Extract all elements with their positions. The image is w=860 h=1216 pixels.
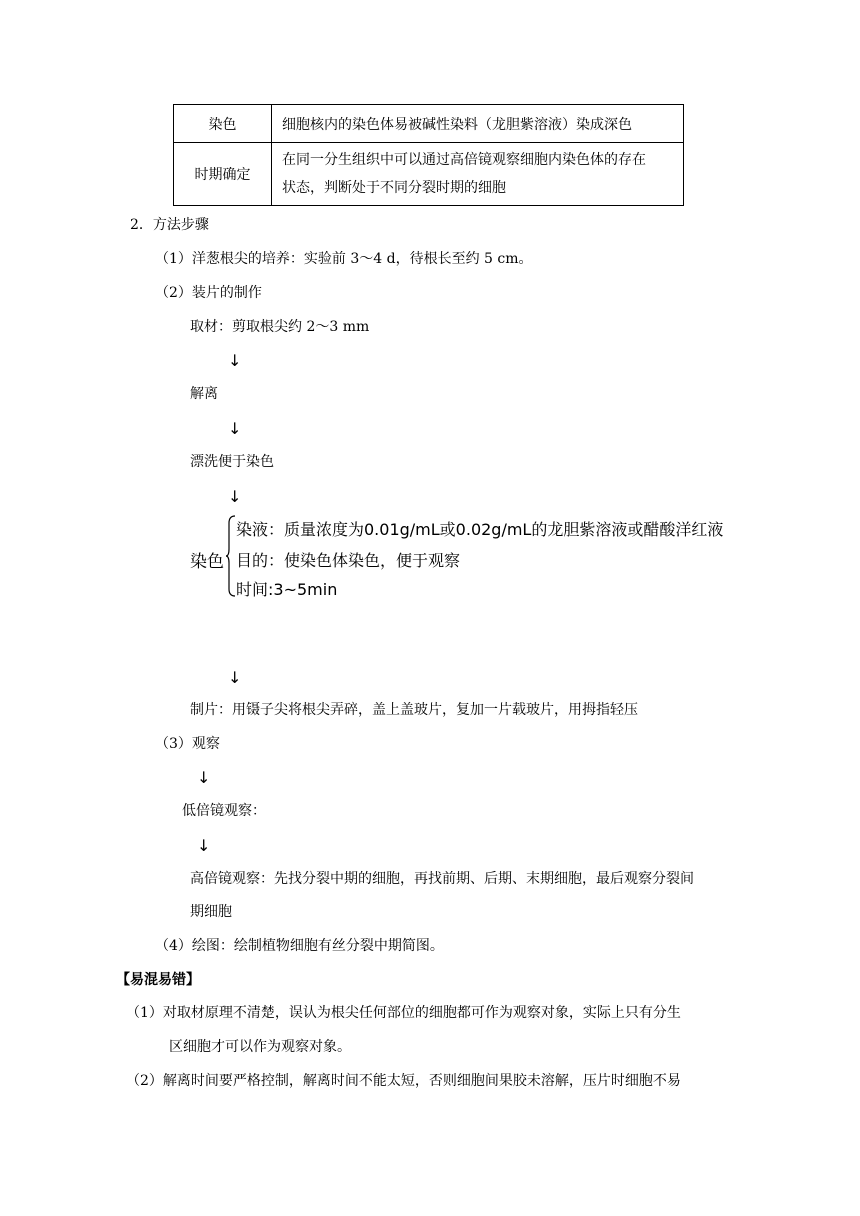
table-row <box>174 143 684 206</box>
down-arrow-icon: ↓ <box>197 768 211 787</box>
down-arrow-icon: ↓ <box>228 487 242 506</box>
step-zhipian: 制片：用镊子尖将根尖弄碎，盖上盖玻片，复加一片载玻片，用拇指轻压 <box>190 702 638 718</box>
step-dibei: 低倍镜观察： <box>182 803 266 819</box>
table-cell-label: 时期确定 <box>174 143 272 206</box>
step-1: （1）洋葱根尖的培养：实验前 3～4 d，待根长至约 5 cm。 <box>155 251 533 267</box>
staining-block <box>190 513 750 599</box>
table-cell-line: 状态，判断处于不同分裂时期的细胞 <box>282 180 506 196</box>
staining-item: 时间:3~5min <box>236 580 338 599</box>
step-2: （2）装片的制作 <box>155 285 262 301</box>
confusion-item-1-line2: 区细胞才可以作为观察对象。 <box>169 1039 351 1055</box>
down-arrow-icon: ↓ <box>228 419 242 438</box>
section-heading: 2．方法步骤 <box>130 217 209 233</box>
step-3: （3）观察 <box>155 736 220 752</box>
step-piaoxi: 漂洗便于染色 <box>190 454 274 470</box>
left-brace-icon <box>226 515 236 597</box>
table-cell-content: 细胞核内的染色体易被碱性染料（龙胆紫溶液）染成深色 <box>272 105 684 143</box>
table-cell-content <box>272 143 684 206</box>
down-arrow-icon: ↓ <box>228 351 242 370</box>
staining-label: 染色 <box>190 552 224 572</box>
step-gaobei-line2: 期细胞 <box>190 904 232 920</box>
step-4: （4）绘图：绘制植物细胞有丝分裂中期简图。 <box>155 938 444 954</box>
step-quzai: 取材：剪取根尖约 2～3 mm <box>190 319 370 335</box>
down-arrow-icon: ↓ <box>228 668 242 687</box>
principle-table <box>173 104 684 206</box>
confusion-item-1-line1: （1）对取材原理不清楚，误认为根尖任何部位的细胞都可作为观察对象，实际上只有分生 <box>126 1005 681 1021</box>
staining-item: 目的：使染色体染色，便于观察 <box>236 551 461 570</box>
table-cell-label: 染色 <box>174 105 272 143</box>
down-arrow-icon: ↓ <box>197 836 211 855</box>
staining-item: 染液：质量浓度为0.01g/mL或0.02g/mL的龙胆紫溶液或醋酸洋红液 <box>236 520 724 539</box>
table-row <box>174 105 684 143</box>
confusion-heading: 【易混易错】 <box>116 972 200 988</box>
step-jieli: 解离 <box>190 386 218 402</box>
step-gaobei-line1: 高倍镜观察：先找分裂中期的细胞，再找前期、后期、末期细胞，最后观察分裂间 <box>190 871 694 887</box>
confusion-item-2-line1: （2）解离时间要严格控制，解离时间不能太短，否则细胞间果胶未溶解，压片时细胞不易 <box>126 1073 681 1089</box>
table-cell-line: 在同一分生组织中可以通过高倍镜观察细胞内染色体的存在 <box>282 152 646 168</box>
